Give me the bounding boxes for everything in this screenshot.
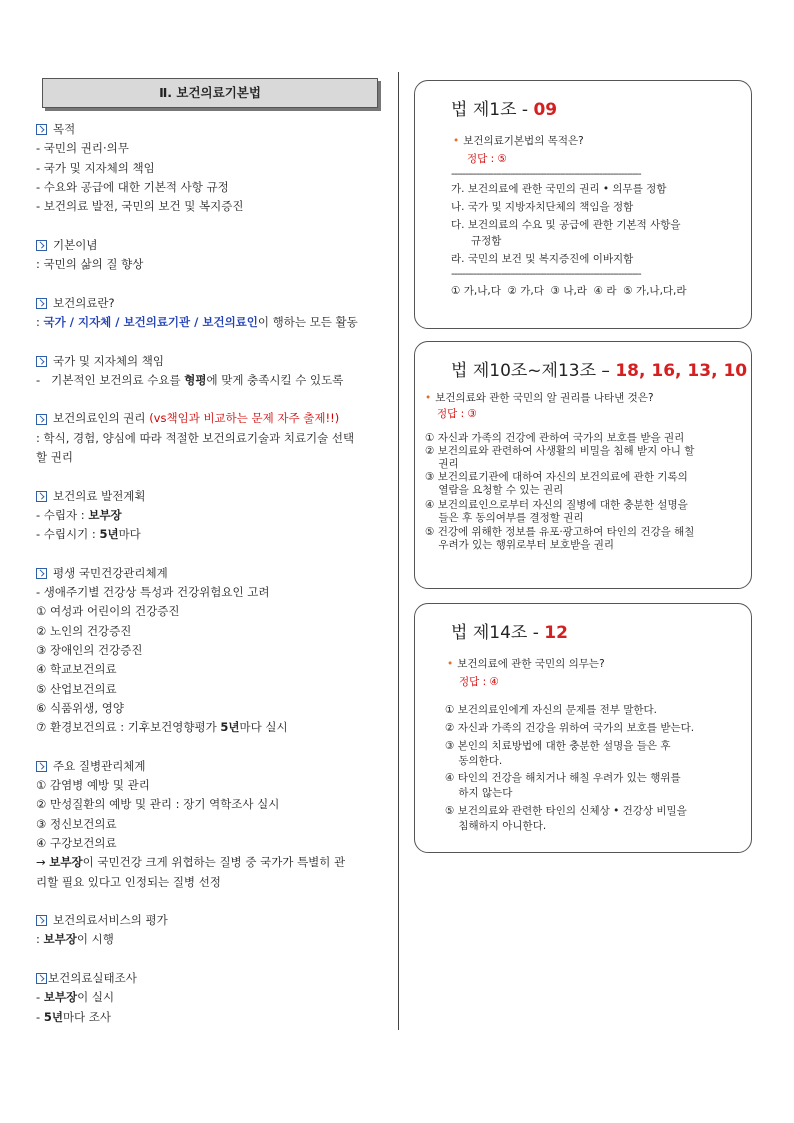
card-item: ② 보건의료와 관련하여 사생활의 비밀을 침해 받지 아니 할: [425, 445, 695, 457]
card-item: 하지 않는다: [445, 787, 513, 799]
plan-line: - 수립시기 : 5년마다: [36, 527, 141, 542]
rights-note: (vs책임과 비교하는 문제 자주 출제!!): [149, 411, 340, 426]
card-answer: 정답 : ④: [459, 676, 499, 688]
column-divider: [398, 72, 399, 1030]
lifelong-heading: 평생 국민건강관리체계: [53, 565, 168, 580]
card-item: 권리: [425, 458, 459, 470]
card-answer: 정답 : ⑤: [467, 153, 507, 165]
lifelong-section: [36, 564, 386, 738]
quiz-card-1: [414, 80, 752, 329]
checkbox-icon: [36, 356, 47, 367]
quiz-card-3: [414, 603, 752, 853]
quiz-card-2: [414, 341, 752, 589]
ideology-heading: 기본이념: [53, 237, 98, 252]
rights-section: [36, 409, 386, 467]
dash-separator: --------------------------------------------------------------------: [451, 268, 641, 280]
purpose-heading: 목적: [53, 122, 76, 136]
bullet-icon: •: [425, 392, 432, 404]
survey-line: - 보부장이 실시: [36, 990, 115, 1005]
card-item: 다. 보건의료의 수요 및 공급에 관한 기본적 사항을: [451, 219, 681, 231]
checkbox-icon: [36, 414, 47, 425]
survey-heading: 보건의료실태조사: [48, 971, 137, 986]
card-item: ③ 본인의 치료방법에 대한 충분한 설명을 들은 후: [445, 740, 671, 752]
responsibility-line: - 기본적인 보건의료 수요를 형평에 맞게 충족시킬 수 있도록: [36, 372, 344, 387]
card-number: 12: [544, 623, 568, 643]
plan-line: - 수립자 : 보부장: [36, 507, 122, 522]
rights-heading: 보건의료인의 권리: [53, 411, 146, 426]
lifelong-line: ⑤ 산업보건의료: [36, 681, 117, 696]
plan-section: [36, 487, 386, 545]
card-question: • 보건의료와 관한 국민의 알 권리를 나타낸 것은?: [425, 392, 654, 404]
checkbox-icon: [36, 124, 47, 135]
disease-line: → 보부장이 국민건강 크게 위협하는 질병 중 국가가 특별히 관: [36, 855, 346, 870]
definition-heading: 보건의료란?: [53, 295, 115, 310]
definition-section: [36, 294, 386, 333]
responsibility-heading: 국가 및 지자체의 책임: [53, 353, 164, 368]
card-number: 09: [533, 100, 558, 120]
card-item: 나. 국가 및 지방자치단체의 책임을 정함: [451, 201, 634, 213]
card-item: 라. 국민의 보건 및 복지증진에 이바지함: [451, 253, 634, 265]
section-title: Ⅱ. 보건의료기본법: [159, 85, 261, 101]
bullet-icon: •: [453, 135, 460, 147]
responsibility-section: [36, 352, 386, 391]
lifelong-line: ⑥ 식품위생, 영양: [36, 700, 124, 715]
definition-actors: 국가 / 지자체 / 보건의료기관 / 보건의료인: [43, 314, 258, 329]
checkbox-icon: [36, 915, 47, 926]
lifelong-line: ② 노인의 건강증진: [36, 623, 132, 638]
checkbox-icon: [36, 298, 47, 309]
card-item: 가. 보건의료에 관한 국민의 권리 • 의무를 정함: [451, 183, 667, 195]
card-item: 동의한다.: [445, 755, 503, 767]
bullet-icon: •: [447, 658, 454, 670]
left-column: [36, 78, 386, 1027]
card-item: ① 자신과 가족의 건강에 관하여 국가의 보호를 받을 권리: [425, 432, 685, 444]
card-title: 법 제10조~제13조 – 18, 16, 13, 10: [451, 361, 748, 381]
disease-heading: 주요 질병관리체계: [53, 758, 146, 773]
card-question: • 보건의료에 관한 국민의 의무는?: [447, 658, 605, 670]
disease-line: ② 만성질환의 예방 및 관리 : 장기 역학조사 실시: [36, 797, 280, 812]
disease-line: ④ 구강보건의료: [36, 835, 117, 850]
plan-heading: 보건의료 발전계획: [53, 488, 146, 503]
card-title: 법 제1조 - 09: [451, 100, 558, 120]
ideology-line: : 국민의 삶의 질 향상: [36, 257, 144, 272]
card-item: 열람을 요청할 수 있는 권리: [425, 484, 564, 496]
card-title: 법 제14조 - 12: [451, 623, 568, 643]
card-item: ① 보건의료인에게 자신의 문제를 전부 말한다.: [445, 704, 658, 716]
purpose-section: [36, 120, 386, 216]
lifelong-line: ③ 장애인의 건강증진: [36, 643, 143, 658]
card-item: 우려가 있는 행위로부터 보호받을 권리: [425, 539, 614, 551]
card-answer: 정답 : ③: [437, 408, 477, 420]
rights-line: : 학식, 경험, 양심에 따라 적절한 보건의료기술과 치료기술 선택: [36, 430, 355, 445]
card-item: ③ 보건의료기관에 대하여 자신의 보건의료에 관한 기록의: [425, 471, 688, 483]
card-number: 18, 16, 13, 10: [615, 361, 748, 381]
checkbox-icon: [36, 973, 47, 984]
disease-line: 리할 필요 있다고 인정되는 질병 선정: [36, 874, 221, 889]
card-item: ⑤ 보건의료와 관련한 타인의 신체상 • 건강상 비밀을: [445, 805, 687, 817]
card-item: 침해하지 아니한다.: [445, 820, 547, 832]
survey-section: [36, 969, 386, 1027]
ideology-section: [36, 236, 386, 275]
evaluation-line: : 보부장이 시행: [36, 932, 114, 947]
evaluation-section: [36, 911, 386, 950]
card-item: ② 자신과 가족의 건강을 위하여 국가의 보호를 받는다.: [445, 722, 695, 734]
lifelong-line: ① 여성과 어린이의 건강증진: [36, 604, 180, 619]
checkbox-icon: [36, 240, 47, 251]
checkbox-icon: [36, 491, 47, 502]
lifelong-line: ⑦ 환경보건의료 : 기후보건영향평가 5년마다 실시: [36, 720, 288, 735]
card-item: ④ 타인의 건강을 해치거나 해칠 우려가 있는 행위를: [445, 772, 681, 784]
card-item: 규정함: [451, 235, 502, 247]
section-title-box: [42, 78, 378, 108]
disease-line: ① 감염병 예방 및 관리: [36, 778, 150, 793]
purpose-line: - 수요와 공급에 대한 기본적 사항 규정: [36, 179, 229, 194]
evaluation-heading: 보건의료서비스의 평가: [53, 913, 168, 928]
dash-separator: --------------------------------------------------------------------: [451, 168, 641, 180]
card-item: ④ 보건의료인으로부터 자신의 질병에 대한 충분한 설명을: [425, 499, 688, 511]
card-item: ⑤ 건강에 위해한 정보를 유포·광고하여 타인의 건강을 해칠: [425, 526, 695, 538]
card-question: • 보건의료기본법의 목적은?: [453, 135, 584, 147]
purpose-line: - 국민의 권리·의무: [36, 141, 129, 156]
disease-line: ③ 정신보건의료: [36, 816, 117, 831]
purpose-line: - 국가 및 지자체의 책임: [36, 160, 155, 175]
lifelong-line: ④ 학교보건의료: [36, 662, 117, 677]
checkbox-icon: [36, 568, 47, 579]
definition-line: : 국가 / 지자체 / 보건의료기관 / 보건의료인이 행하는 모든 활동: [36, 314, 358, 329]
purpose-line: - 보건의료 발전, 국민의 보건 및 복지증진: [36, 199, 244, 214]
rights-line: 할 권리: [36, 450, 73, 465]
disease-section: [36, 757, 386, 892]
checkbox-icon: [36, 761, 47, 772]
card-item: 들은 후 동의여부를 결정할 권리: [425, 512, 584, 524]
lifelong-line: - 생애주기별 건강상 특성과 건강위험요인 고려: [36, 585, 270, 600]
card-options: ① 가,나,다 ② 가,다 ③ 나,라 ④ 라 ⑤ 가,나,다,라: [451, 285, 687, 297]
survey-line: - 5년마다 조사: [36, 1009, 112, 1024]
